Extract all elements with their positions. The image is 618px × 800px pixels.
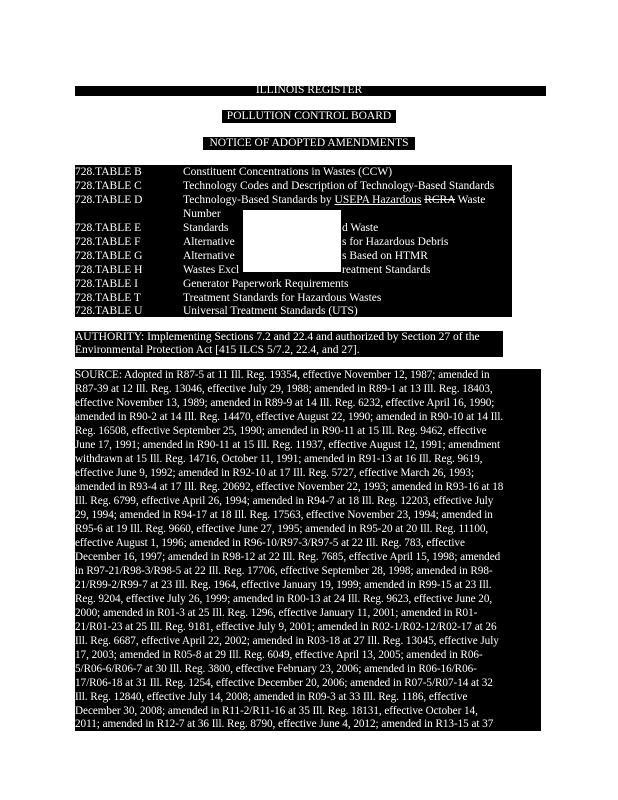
toc-code: 728.TABLE U: [75, 305, 143, 317]
toc-title: Technology Codes and Description of Technology-Based Standards: [183, 180, 495, 192]
toc-title-part: Technology-Based Standards by: [183, 194, 335, 206]
source-line: Ill. Reg. 6799, effective April 26, 1994; amended in R94-7 at 18 Ill. Reg. 12203, effective July: [75, 495, 494, 507]
toc-title-right: d Waste: [342, 222, 379, 234]
toc-title-line2: Number: [183, 208, 221, 220]
source-line: R87-39 at 12 Ill. Reg. 13046, effective July 29, 1988; amended in R89-1 at 13 Ill. Reg. 18403,: [75, 383, 493, 395]
toc-title: Treatment Standards for Hazardous Wastes: [183, 292, 382, 304]
source-line: in R97-21/R98-3/R98-5 at 22 Ill. Reg. 17706, effective September 28, 1998; amended in R98-: [75, 565, 493, 577]
source-line: amended in R90-2 at 14 Ill. Reg. 14470, effective August 22, 1990; amended in R90-10 at 14 Ill.: [75, 411, 504, 423]
toc-code: 728.TABLE I: [75, 278, 138, 290]
toc-code: 728.TABLE B: [75, 166, 142, 178]
source-line: December 16, 1997; amended in R98-12 at 22 Ill. Reg. 7685, effective April 15, 1998; amended: [75, 551, 501, 563]
source-line: Ill. Reg. 12840, effective July 14, 2008; amended in R09-3 at 33 Ill. Reg. 1186, effective: [75, 691, 468, 703]
toc-title-left: Standards: [183, 222, 229, 234]
toc-title-right: s for Hazardous Debris: [342, 236, 449, 248]
toc-code: 728.TABLE C: [75, 180, 142, 192]
source-line: Reg. 9204, effective July 26, 1999; amended in R00-13 at 24 Ill. Reg. 9623, effective June 20,: [75, 593, 493, 605]
inserted-text: USEPA Hazardous: [334, 194, 422, 206]
source-line: June 17, 1991; amended in R90-11 at 15 Ill. Reg. 11937, effective August 12, 1991; amendment: [75, 439, 501, 451]
redaction-box: [243, 210, 341, 272]
source-line: R95-6 at 19 Ill. Reg. 9660, effective June 27, 1995; amended in R95-20 at 20 Ill. Reg. 11100,: [75, 523, 489, 535]
authority-line: AUTHORITY: Implementing Sections 7.2 and 22.4 and authorized by Section 27 of the: [75, 331, 480, 343]
toc-code: 728.TABLE E: [75, 222, 142, 234]
toc-code: 728.TABLE F: [75, 236, 141, 248]
source-line: effective August 1, 1996; amended in R96-10/R97-3/R97-5 at 22 Ill. Reg. 783, effective: [75, 537, 465, 549]
toc-title-part: Waste: [454, 194, 486, 206]
source-line: amended in R93-4 at 17 Ill. Reg. 20692, effective November 22, 1993; amended in R93-16 at 18: [75, 481, 504, 493]
toc-title-left: Wastes Excl: [183, 264, 240, 276]
source-line: 17, 2003; amended in R05-8 at 29 Ill. Reg. 6049, effective April 13, 2005; amended in R06-: [75, 649, 483, 661]
source-line: 2000; amended in R01-3 at 25 Ill. Reg. 1296, effective January 11, 2001; amended in R01-: [75, 607, 478, 619]
source-line: withdrawn at 15 Ill. Reg. 14716, October 11, 1991; amended in R91-13 at 16 Ill. Reg. 9619,: [75, 453, 483, 465]
toc-code: 728.TABLE H: [75, 264, 143, 276]
register-title: ILLINOIS REGISTER: [255, 84, 363, 96]
toc-title-left: Alternative: [183, 250, 235, 262]
deleted-text: RCRA: [424, 194, 455, 206]
source-line: 17/R06-18 at 31 Ill. Reg. 1254, effective December 20, 2006; amended in R07-5/R07-14 at 32: [75, 677, 493, 689]
source-line: Reg. 16508, effective September 25, 1990; amended in R90-11 at 15 Ill. Reg. 9462, effective: [75, 425, 487, 437]
toc-title: Generator Paperwork Requirements: [183, 278, 349, 290]
toc-code: 728.TABLE T: [75, 292, 141, 304]
notice-title: NOTICE OF ADOPTED AMENDMENTS: [209, 137, 409, 149]
source-line: 21/R01-23 at 25 Ill. Reg. 9181, effective July 9, 2001; amended in R02-1/R02-12/R02-17 at 26: [75, 621, 497, 633]
source-line: December 30, 2008; amended in R11-2/R11-16 at 35 Ill. Reg. 18131, effective October 14,: [75, 705, 478, 717]
source-line: Ill. Reg. 6687, effective April 22, 2002; amended in R03-18 at 27 Ill. Reg. 13045, effective July: [75, 635, 499, 647]
toc-title: Universal Treatment Standards (UTS): [183, 305, 358, 317]
source-line: 2011; amended in R12-7 at 36 Ill. Reg. 8790, effective June 4, 2012; amended in R13-15 at 37: [75, 718, 494, 730]
toc-code: 728.TABLE G: [75, 250, 143, 262]
toc-code: 728.TABLE D: [75, 194, 143, 206]
toc-title: [183, 194, 485, 207]
authority-line: Environmental Protection Act [415 ILCS 5/7.2, 22.4, and 27].: [75, 344, 360, 356]
source-line: effective November 13, 1989; amended in R89-9 at 14 Ill. Reg. 6232, effective April 16, 1990;: [75, 397, 495, 409]
source-line: SOURCE: Adopted in R87-5 at 11 Ill. Reg. 19354, effective November 12, 1987; amended in: [75, 369, 490, 381]
toc-title-right: reatment Standards: [342, 264, 431, 276]
board-title: POLLUTION CONTROL BOARD: [226, 110, 392, 122]
source-line: 5/R06-6/R06-7 at 30 Ill. Reg. 3800, effective February 23, 2006; amended in R06-16/R06-: [75, 663, 477, 675]
toc-title-right: s Based on HTMR: [342, 250, 428, 262]
source-line: 29, 1994; amended in R94-17 at 18 Ill. Reg. 17563, effective November 23, 1994; amended in: [75, 509, 493, 521]
source-line: effective June 9, 1992; amended in R92-10 at 17 Ill. Reg. 5727, effective March 26, 1993;: [75, 467, 475, 479]
toc-title-left: Alternative: [183, 236, 235, 248]
toc-title: Constituent Concentrations in Wastes (CCW): [183, 166, 393, 178]
source-line: 21/R99-2/R99-7 at 23 Ill. Reg. 1964, effective January 19, 1999; amended in R99-15 at 23 Ill.: [75, 579, 492, 591]
